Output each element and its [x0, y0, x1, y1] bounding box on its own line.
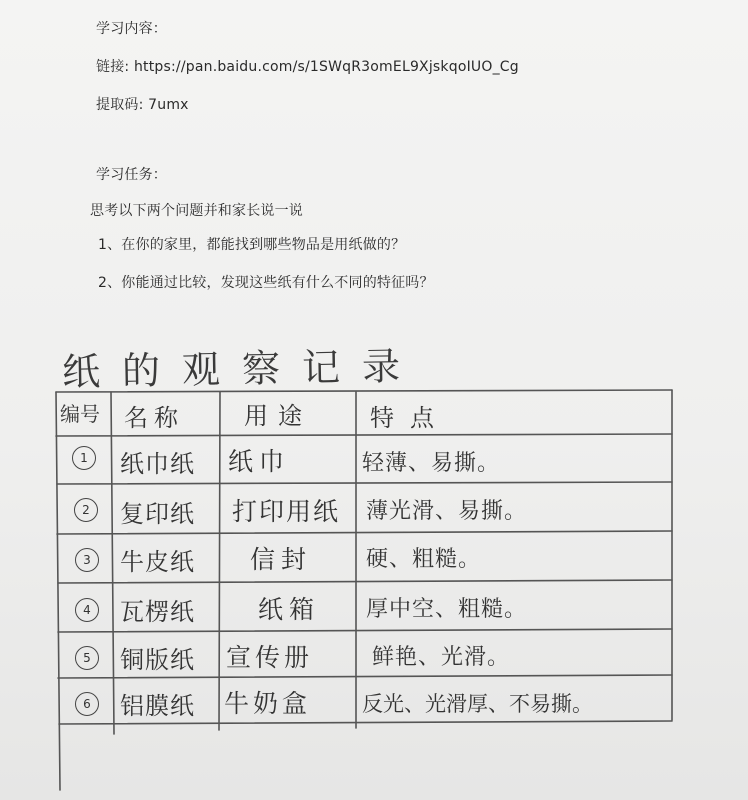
paper-use: 信封: [250, 545, 313, 574]
paper-use: 打印用纸: [232, 497, 341, 526]
header-feature: 特点: [370, 404, 450, 432]
paper-name: 瓦楞纸: [120, 598, 195, 626]
row-number: 1: [72, 446, 96, 470]
paper-name: 铝膜纸: [120, 692, 195, 720]
question-2: 2、你能通过比较，发现这些纸有什么不同的特征吗？: [98, 275, 434, 291]
download-link[interactable]: 链接: https://pan.baidu.com/s/1SWqR3omEL9XjskqoIUO_Cg: [96, 59, 519, 75]
task-intro: 思考以下两个问题并和家长说一说: [90, 203, 303, 219]
header-name: 名称: [124, 404, 184, 432]
paper-feature: 厚中空、粗糙。: [366, 597, 528, 622]
study-content-label: 学习内容：: [96, 21, 167, 37]
paper-use: 纸箱: [258, 595, 321, 624]
paper-feature: 反光、光滑厚、不易撕。: [362, 692, 593, 716]
paper-feature: 硬、粗糙。: [366, 547, 482, 572]
extraction-code: 提取码: 7umx: [96, 97, 189, 113]
header-use: 用途: [244, 402, 312, 430]
paper-feature: 轻薄、易撕。: [362, 451, 501, 476]
study-task-label: 学习任务：: [96, 167, 167, 183]
row-number: 4: [75, 598, 99, 622]
paper-name: 复印纸: [120, 500, 195, 528]
paper-use: 纸巾: [228, 447, 291, 476]
paper-name: 纸巾纸: [120, 450, 195, 478]
row-number: 6: [75, 692, 99, 716]
header-number: 编号: [60, 402, 100, 426]
record-title: 纸的观察记录: [61, 343, 423, 395]
row-number: 2: [74, 498, 98, 522]
paper-use: 牛奶盒: [224, 689, 312, 718]
row-number: 5: [75, 646, 99, 670]
paper-feature: 薄光滑、易撕。: [366, 499, 528, 524]
paper-name: 牛皮纸: [120, 548, 195, 576]
paper-use: 宣传册: [226, 643, 314, 672]
paper-feature: 鲜艳、光滑。: [372, 645, 511, 670]
paper-name: 铜版纸: [120, 646, 195, 674]
row-number: 3: [75, 548, 99, 572]
question-1: 1、在你的家里，都能找到哪些物品是用纸做的？: [98, 237, 406, 253]
